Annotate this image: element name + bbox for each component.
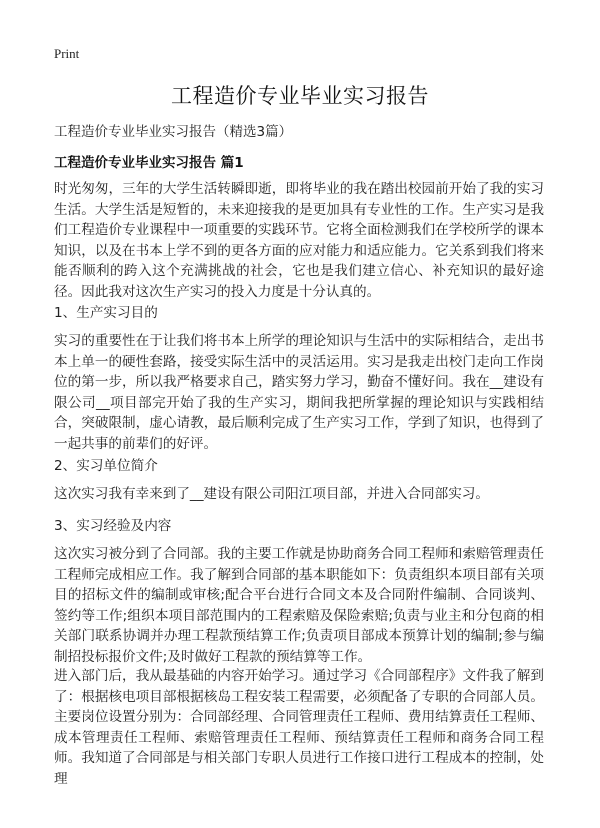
- print-label: Print: [54, 46, 80, 61]
- paragraph-department: 进入部门后，我从最基础的内容开始学习。通过学习《合同部程序》文件我了解到了：根据核电项目部根据核岛工程安装工程需要，必须配备了专职的合同部人员。主要岗位设置分别为：合同部经理、合同管理责任工程师、费用结算责任工程师、成本管理责任工程师、索赔管理责任工程师、预结算责任工程师和商务合同工程师。我知道了合同部是与相关部门专职人员进行工作接口进行工程成本的控制，处理: [54, 668, 544, 787]
- item-heading-unit: 2、实习单位简介: [54, 458, 158, 474]
- paragraph-purpose: 实习的重要性在于让我们将书本上所学的理论知识与生活中的实际相结合，走出书本上单一的硬性套路，接受实际生活中的灵活运用。实习是我走出校门走向工作岗位的第一步，所以我严格要求自己，踏实努力学习，勤奋不懂好问。我在__建设有限公司__项目部完开始了我的生产实习，期间我把所掌握的理论知识与实践相结合，突破限制，虚心请教，最后顺利完成了生产实习工作，学到了知识，也得到了一起共事的前辈们的好评。: [54, 333, 544, 452]
- paragraph-experience: 这次实习被分到了合同部。我的主要工作就是协助商务合同工程师和索赔管理责任工程师完成相应工作。我了解到合同部的基本职能如下：负责组织本项目部有关项目的招标文件的编制或审核;配合平台进行合同文本及合同附件编制、合同谈判、签约等工作;组织本项目部范围内的工程索赔及保险索赔;负责与业主和分包商的相关部门联系协调并办理工程款预结算工作;负责项目部成本预算计划的编制;参与编制招投标报价文件;及时做好工程款的预结算等工作。: [54, 546, 544, 665]
- document-title: 工程造价专业毕业实习报告: [171, 84, 429, 108]
- item-heading-purpose: 1、生产实习目的: [54, 305, 158, 321]
- paragraph-intro: 时光匆匆，三年的大学生活转瞬即逝，即将毕业的我在踏出校园前开始了我的实习生活。大学生活是短暂的，未来迎接我的是更加具有专业性的工作。生产实习是我们工程造价专业课程中一项重要的实践环节。它将全面检测我们在学校所学的课本知识，以及在书本上学不到的更各方面的应对能力和适应能力。它关系到我们将来能否顺利的跨入这个充满挑战的社会，它也是我们建立信心、补充知识的最好途径。因此我对这次生产实习的投入力度是十分认真的。: [54, 181, 544, 300]
- paragraph-unit: 这次实习我有幸来到了__建设有限公司阳江项目部，并进入合同部实习。: [54, 486, 489, 502]
- section-heading: 工程造价专业毕业实习报告 篇1: [54, 155, 244, 171]
- item-heading-experience: 3、实习经验及内容: [54, 518, 172, 534]
- document-subtitle: 工程造价专业毕业实习报告（精选3篇）: [54, 124, 293, 140]
